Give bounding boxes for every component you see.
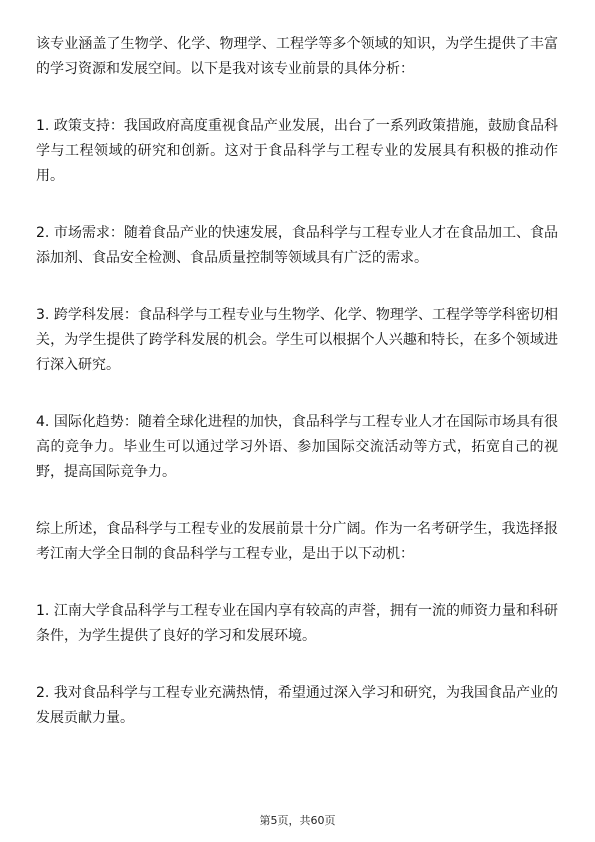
- paragraph-policy-support: 1. 政策支持：我国政府高度重视食品产业发展，出台了一系列政策措施，鼓励食品科学与工程领域的研究和创新。这对于食品科学与工程专业的发展具有积极的推动作用。: [36, 118, 558, 184]
- paragraph-motive-2: 2. 我对食品科学与工程专业充满热情，希望通过深入学习和研究，为我国食品产业的发展贡献力量。: [36, 685, 558, 726]
- paragraph-interdisciplinary: 3. 跨学科发展：食品科学与工程专业与生物学、化学、物理学、工程学等学科密切相关，为学生提供了跨学科发展的机会。学生可以根据个人兴趣和特长，在多个领域进行深入研究。: [36, 307, 558, 373]
- page-number: 第5页，共60页: [259, 814, 336, 827]
- document-body: [36, 32, 558, 763]
- paragraph-summary: 综上所述，食品科学与工程专业的发展前景十分广阔。作为一名考研学生，我选择报考江南大学全日制的食品科学与工程专业，是出于以下动机：: [36, 521, 558, 562]
- paragraph-market-demand: 2. 市场需求：随着食品产业的快速发展，食品科学与工程专业人才在食品加工、食品添加剂、食品安全检测、食品质量控制等领域具有广泛的需求。: [36, 225, 558, 266]
- paragraph-internationalization: 4. 国际化趋势：随着全球化进程的加快，食品科学与工程专业人才在国际市场具有很高的竞争力。毕业生可以通过学习外语、参加国际交流活动等方式，拓宽自己的视野，提高国际竞争力。: [36, 414, 558, 480]
- paragraph-motive-1: 1. 江南大学食品科学与工程专业在国内享有较高的声誉，拥有一流的师资力量和科研条件，为学生提供了良好的学习和发展环境。: [36, 603, 558, 644]
- paragraph-intro: 该专业涵盖了生物学、化学、物理学、工程学等多个领域的知识，为学生提供了丰富的学习资源和发展空间。以下是我对该专业前景的具体分析：: [36, 36, 558, 77]
